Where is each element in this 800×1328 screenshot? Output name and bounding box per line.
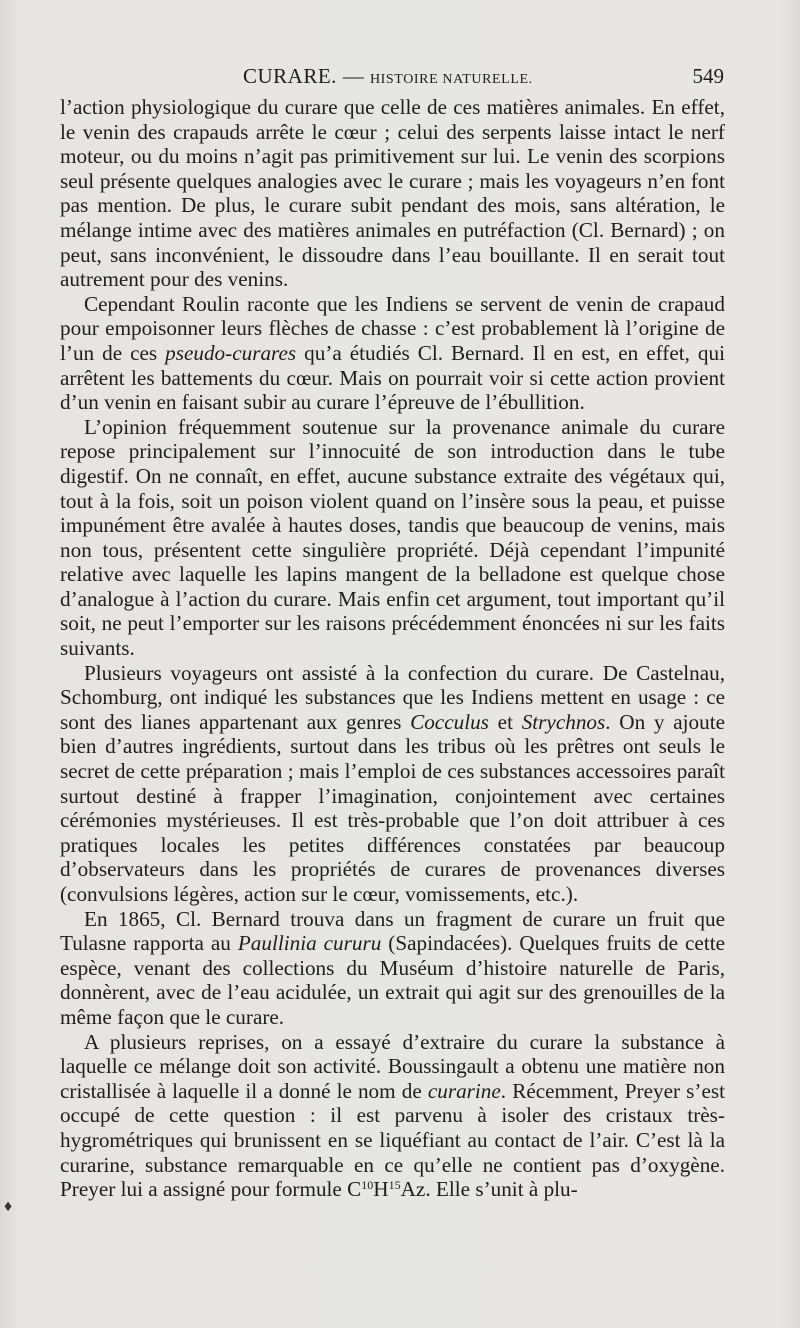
paragraph: Plusieurs voyageurs ont assisté à la confection du curare. De Castelnau, Schomburg, ont indiqué les substances que les Indiens mettent en usage : ce sont des lianes appartenant aux genres Cocculus et Strychnos. On y ajoute bien d’autres ingrédients, surtout dans les tribus où les prêtres ont seuls le secret de cette préparation ; mais l’emploi de ces substances accessoires paraît surtout destiné à frapper l’imagination, conjointement avec certaines cérémonies mystérieuses. Il est très-probable que l’on doit attribuer à ces pratiques locales les petites différences constatées par beaucoup d’observateurs dans les propriétés de curares de provenances diverses (convulsions légères, action sur le cœur, vomissements, etc.).	[60, 660, 725, 906]
running-head	[0, 60, 800, 94]
chemical-formula: $C^{10}H^{15}Az$	[347, 1177, 426, 1202]
paragraph: l’action physiologique du curare que celle de ces matières animales. En effet, le venin des crapauds arrête le cœur ; celui des serpents laisse intact le nerf moteur, ou du moins n’agit pas primitivement sur lui. Le venin des scorpions seul présente quelques analogies avec le curare ; mais les voyageurs n’en font pas mention. De plus, le curare subit pendant des mois, sans altération, le mélange intime avec des matières animales en putréfaction (Cl. Bernard) ; on peut, sans inconvénient, le dissoudre dans l’eau bouillante. Il en serait tout autrement pour des venins.	[60, 95, 725, 292]
paragraph: En 1865, Cl. Bernard trouva dans un fragment de curare un fruit que Tulasne rapporta au Paullinia cururu (Sapindacées). Quelques fruits de cette espèce, venant des collections du Muséum d’histoire naturelle de Paris, donnèrent, avec de l’eau acidulée, un extrait qui agit sur des grenouilles de la même façon que le curare.	[60, 906, 725, 1029]
running-title	[243, 64, 533, 89]
title-dash: —	[342, 64, 365, 88]
paragraph: A plusieurs reprises, on a essayé d’extraire du curare la substance à laquelle ce mélange doit son activité. Boussingault a obtenu une matière non cristallisée à laquelle il a donné le nom de curarine. Récemment, Preyer s’est occupé de cette question : il est parvenu à isoler des cristaux très-hygrométriques qui brunissent en se liquéfiant au contact de l’air. C’est là la curarine, substance remarquable en ce qu’elle ne contient pas d’oxygène. Preyer lui a assigné pour formule $C^{10}H^{15}Az$. Elle s’unit à plu-	[60, 1029, 725, 1202]
italic-term: curarine	[427, 1078, 501, 1103]
italic-term: Strychnos	[521, 709, 606, 734]
paragraph: L’opinion fréquemment soutenue sur la provenance animale du curare repose principalement sur l’innocuité de son introduction dans le tube digestif. On ne connaît, en effet, aucune substance extraite des végétaux qui, tout à la fois, soit un poison violent quand on l’insère sous la peau, et puisse impunément être avalée à hautes doses, tandis que beaucoup de venins, mais non tous, présentent cette singulière propriété. Déjà cependant l’impunité relative avec laquelle les lapins mangent de la belladone est quelque chose d’analogue à l’action du curare. Mais enfin cet argument, tout important qu’il soit, ne peut l’emporter sur les raisons précédemment énoncées ni sur les faits suivants.	[60, 414, 725, 661]
italic-term: Paullinia cururu	[237, 931, 382, 956]
margin-mark: ♦	[4, 1198, 13, 1215]
italic-term: Cocculus	[410, 709, 489, 734]
paragraph: Cependant Roulin raconte que les Indiens se servent de venin de crapaud pour empoisonner leurs flèches de chasse : c’est probablement là l’origine de l’un de ces pseudo-curares qu’a étudiés Cl. Bernard. Il en est, en effet, qui arrêtent les battements du cœur. Mais on pourrait voir si cette action provient d’un venin en faisant subir au curare l’épreuve de l’ébullition.	[60, 291, 726, 415]
page-number: 549	[692, 64, 724, 88]
chapter-title: CURARE.	[243, 64, 337, 88]
body-text	[60, 95, 725, 1202]
section-title: HISTOIRE NATURELLE.	[369, 72, 533, 87]
italic-term: pseudo-curares	[165, 340, 297, 365]
